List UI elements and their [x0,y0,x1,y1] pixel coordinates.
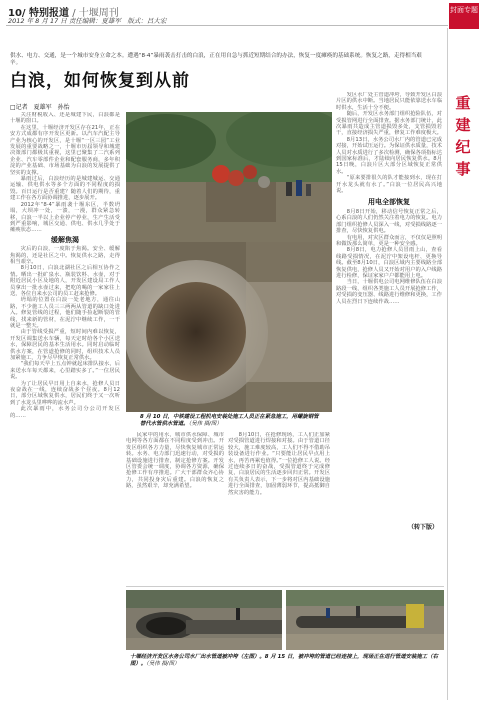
paragraph: 当日，十堰供电公司电网维修队伍在白浪路段一线，组织各类施工人员开展抢修工作，对受损的变压器、线路进行维修和更换，工作人员在烈日下连续作战…… [336,279,442,305]
article-lead: 供水、电力、交通，是一个城市安身立命之本。遭遇“8·4”暴雨袭击打击的白浪，正在用自急与抓近短期结合的办法，恢复一度瘫痪的基础系统。恢复之路，走得相当艰辛。 [10,53,422,66]
pipe-construction-image [126,112,332,412]
paragraph: 8月8日开始，移动信号恢复正常之后，心系白浪的人们仍然关注着电力的恢复。电力部门组织抢修人员深入一线，对受损线路逐一排查，尽快恢复供电。 [336,208,442,235]
photo-credit: （吴伟 摄/图） [146,661,180,667]
paragraph: 灾后的白浪，一度陷于焦渴。安全、缓解焦渴的，还是社区之中。恢复供水之路，走得相当艰辛。 [10,246,120,265]
main-photo-caption [140,414,320,428]
text-column-4 [336,92,442,518]
bottom-photo-caption [130,654,440,668]
paragraph: 有电用，对灾区群众而言，不仅仅是照明和做饭那么简单，更是一种安全感。 [336,234,442,247]
header-divider [6,25,448,26]
article-headline: 白浪，如何恢复到从前 [10,71,190,91]
paragraph: 由于管线受损严重，短时间内难以恢复，开发区调集送水车辆，每天定时给各个小区送水，保障居民的基本生活用水。同时启动临时供水方案，在管道抢修的同时，组织技术人员加紧施工，力争尽早恢复正常供水。 [10,329,120,362]
page-header [6,2,448,26]
paragraph: 发区水厂处主管道冲垮，导致开发区白浪片区的供水中断。当地居民只能依靠送水车临时供水，生活十分不便。 [336,92,442,111]
paragraph: 8月13日，水务公司水厂内的管道已完成对接，开始试压运行。为保证供水质量，技术人员对水质进行了多次检测，确保各项指标达到国家标准后，才陆续向居民恢复供水。8月15日晚，白浪片区大部分区域恢复正常供水。 [336,136,442,175]
page-title-main: 10/ 特别报道 [8,8,70,19]
continued-marker: （转下版） [408,524,439,531]
broken-pipe-image [126,590,282,650]
paragraph: “我们每天早上五点钟就起床排队接水，后来送水车每天都来，心里踏实多了。”一位居民说。 [10,361,120,381]
pipe-repair-site-image [286,590,444,650]
paragraph: 2012年“8·4”暴雨袭十堰东区，半数坍塌，大坝冲一处，一溃，一漫，群众紧急转移，白浪一半以上企业停产停业，生产生活受到严重影响，城区交通、供电、供水几乎处于瘫痪状态…… [10,201,120,234]
paragraph: 坍塌的位置在白浪一处老地方，通往山路，不少施工人员三三两两从管道的缺口处进入。修复管线的过程，他们随手捡起断裂的管线，找来新的管材，在泥泞中继续工作，一干就是一整天。 [10,297,120,329]
paragraph: 民家中的用水，城市供水保障、城市电网等各方面都在不同程度受到冲击。开发区组织各方力量，尽快恢复城市正常运转。水务、电力部门迅速行动，对受损的基础设施进行排查，制定抢修方案。开发区管委会统一调度，协调各方资源，确保抢修工作有序推进。广大干部群众齐心协力，共同投身灾后重建。白浪的恢复之路，虽然艰辛，却充满希望。 [126,432,224,490]
paragraph: 在这里，十堰经济开发区存在21年，正在安方式成都有序开发区更新。以汽车汽配主导产业为核心的开发区，是十堰“一区三园”工业发展的重要战略之一，十堰市历届领导和城建决策部门都极其重视，这里已聚集了二汽系列企业、汽车零部件企业和配套服务商，多年积淀的产业基础、市场基础为白浪的发展提供了坚实的支撑。 [10,124,120,176]
bottom-photo-left [126,590,282,650]
subsection-heading: 缓解焦渴 [51,235,79,244]
page-title-sub: / 十堰周刊 [69,8,119,19]
paragraph: 为了让居民早日用上自来水，抢修人员日夜奋战在一线，连续奋战多个昼夜。8月12日，部分区域恢复供水，居民们终于又一次听到了水龙头里哗哗的流水声。 [10,380,120,406]
paragraph: 此次暴雨中，水务公司分公司开发区的…… [10,406,120,419]
paragraph: 随后，开发区水务部门组织抢险队伍，对受损管网进行全面排查。据水务部门统计，此次暴雨共造成主管道损毁多处，支管损毁若干，直接经济损失严重，修复工作难度极大。 [336,111,442,137]
section-title-vertical: 重建纪事 [455,94,471,178]
paragraph: “原来要排很久的队才能接到水，现在打开水龙头就有水了。”白浪一位居民高兴地说。 [336,175,442,195]
sidebar-divider [447,28,448,700]
paragraph: 8月8日，电力抢修人员冒雨上山，查看线路受损情况，在泥泞中架设电杆、更换导线。截至8月10日，白浪区域内主要线路全部恢复供电，抢修人员又开始对用户的入户线路进行检修，保证家家户户都能用上电。 [336,247,442,279]
text-column-1 [10,112,120,698]
paragraph: 关注财税收入、还是城建下民，白浪都是十堰的窗口。 [10,112,120,125]
caption-text: 8 月 10 日，中铁建设工程机电安装处施工人员正在紧急施工，用螺旋钢管替代水管供水管道。 [140,414,319,427]
photo-credit: （吴伟 摄/图） [188,421,222,427]
paragraph: 8月10日，在抢修现场，工人们正加紧对受损管道进行焊接和对接。由于管道口径较大，施工难度较高，工人们不得不借助吊装设备进行作业。“只要能让居民早点用上水，再苦再累也值得。”一位抢修工人说。经过连续多日的奋战，受损管道终于完成修复，白浪居民的生活逐步回归正常。开发区有关负责人表示，下一步将对区内基础设施进行全面排查，加固薄弱环节，提高抵御自然灾害的能力。 [228,432,330,496]
text-column-3 [228,432,330,582]
cover-topic-badge: 封面专题 [449,3,479,29]
byline: □记者 夏雄军 孙怡 [10,104,70,111]
text-column-2 [126,432,224,582]
issue-meta: 2012 年 8 月 17 日 责任编辑：夏雄军 版式：吕大宏 [8,17,167,25]
divider [126,586,444,587]
subsection-heading: 用电全部恢复 [368,197,410,206]
paragraph: 8月10日，白浪北湖社区之后相互协作之情。晒出一批矿泉水、瓶装饮料、水壶，对于附近居民小区及地的人，开发区建设局工作人员拿出一批水壶过来，把吃的喝的一家家往上送，各位自来水公司的员工赶来抢修。 [10,265,120,297]
bottom-photo-right [286,590,444,650]
main-photo [126,112,332,412]
paragraph: 暴雨过后，白浪经历的是城建城运、交通运输、供电供水等多个方面的不同程度的损毁。百日运行是否重建？随着人们的期待，重建工作在各方面协调推进，逐步展开。 [10,176,120,202]
caption-text: 十堰经济开发区水务公司水厂出水管道被冲垮（左图）。8 月 15 日，被冲垮的管道已经连接上，现场正在进行管道安装施工（右图）。 [130,654,438,667]
